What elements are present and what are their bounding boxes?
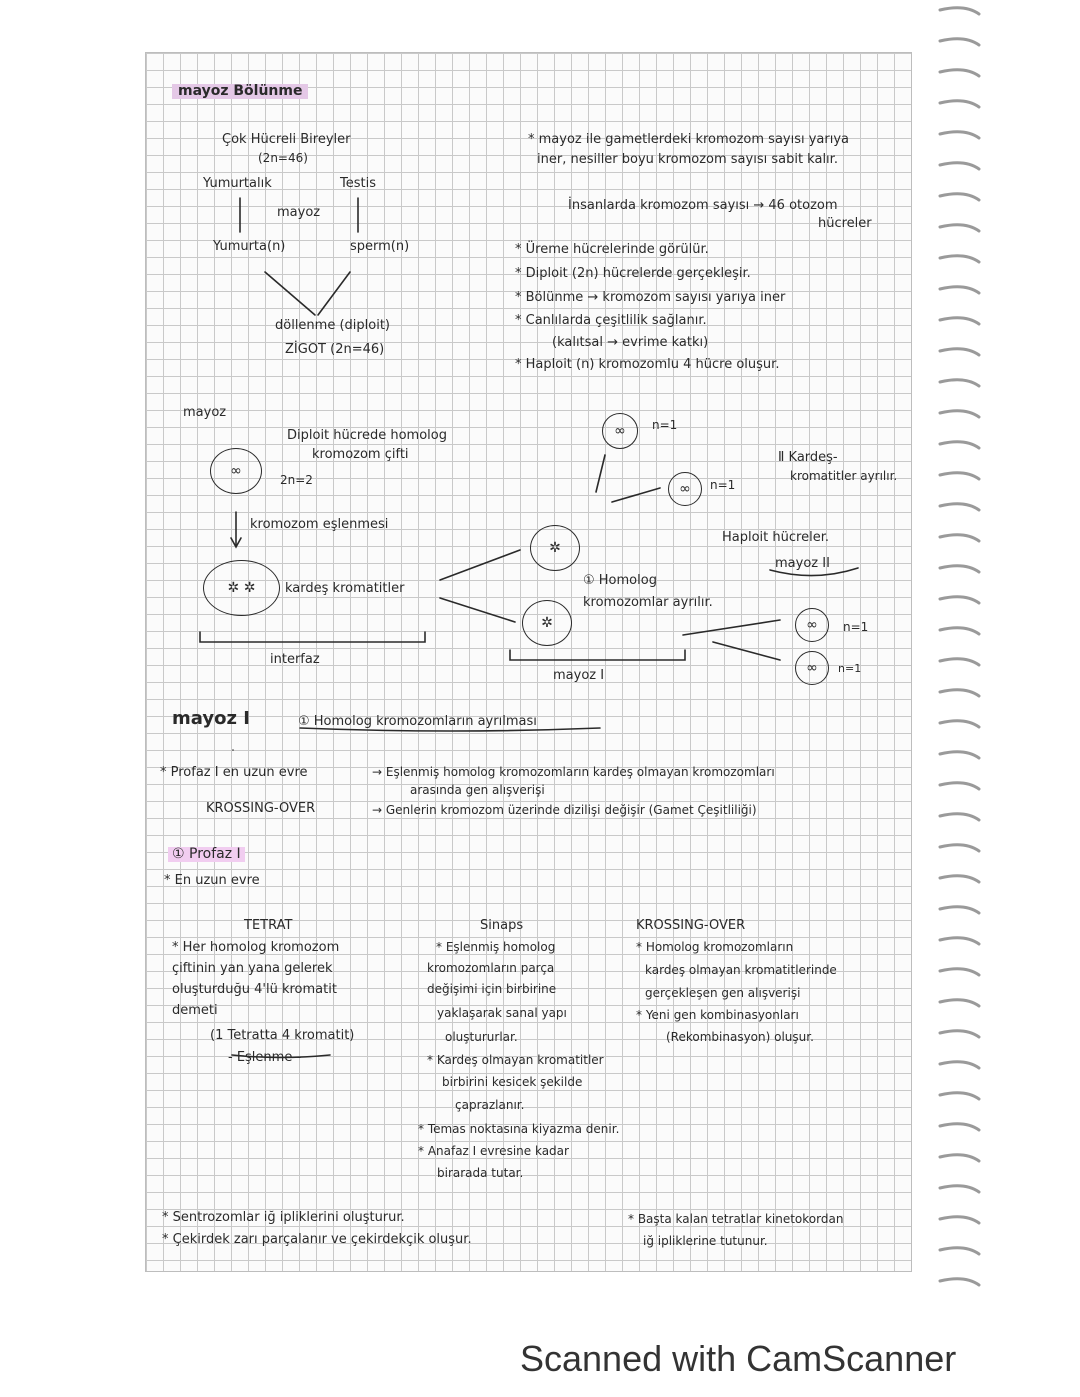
spiral-loop: [940, 597, 979, 603]
human-line-1: İnsanlarda kromozom sayısı → 46 otozom: [568, 198, 838, 213]
haploid-cell-1: ∞: [602, 413, 638, 449]
sinaps-line-2: değişimi için birbirine: [427, 982, 557, 996]
spiral-loop: [940, 690, 979, 696]
spiral-loop: [940, 1155, 979, 1161]
spiral-loop: [940, 1248, 979, 1254]
organisms-label: Çok Hücreli Bireyler: [222, 132, 351, 147]
spiral-loop: [940, 969, 979, 975]
mayoz-label: mayoz: [277, 205, 321, 220]
spiral-loop: [940, 1217, 979, 1223]
n-label-4: n=1: [838, 662, 862, 675]
sperm-label: sperm(n): [350, 239, 410, 254]
krossing-title: KROSSING-OVER: [636, 918, 746, 933]
spiral-loop: [940, 349, 979, 355]
meiosis1-cell-top: ✲: [530, 525, 580, 571]
mayoz2-diagram-label: mayoz II: [775, 556, 830, 571]
spiral-loop: [940, 504, 979, 510]
bullet-4: (kalıtsal → evrime katkı): [552, 335, 709, 350]
sinaps-line-6: birbirini kesicek şekilde: [442, 1075, 583, 1089]
diagram-mayoz-label: mayoz: [183, 405, 227, 420]
sinaps-line-9: * Anafaz I evresine kadar: [418, 1144, 569, 1158]
scanner-watermark: Scanned with CamScanner: [520, 1338, 957, 1379]
spiral-loop: [940, 535, 979, 541]
diploid-text-1: Diploit hücrede homolog: [287, 428, 447, 443]
profaz-heading: ① Profaz I: [168, 847, 245, 862]
sinaps-line-10: birarada tutar.: [437, 1166, 524, 1180]
spiral-loop: [940, 721, 979, 727]
fertilization-label: döllenme (diploit): [275, 318, 390, 333]
spiral-loop: [940, 194, 979, 200]
haploid-cell-3: ∞: [795, 608, 829, 642]
crossing-desc-2: arasında gen alışverişi: [410, 783, 545, 797]
two-n-label: 2n=2: [280, 473, 313, 487]
spiral-loop: [940, 39, 979, 45]
spiral-loop: [940, 287, 979, 293]
spiral-loop: [940, 1031, 979, 1037]
haploid-cell-4: ∞: [795, 651, 829, 685]
sinaps-line-8: * Temas noktasına kiyazma denir.: [418, 1122, 620, 1136]
spiral-loop: [940, 70, 979, 76]
krossing-line-1: kardeş olmayan kromatitlerinde: [645, 963, 837, 977]
page-title: mayoz Bölünme: [172, 84, 308, 99]
tetrat-line-0: * Her homolog kromozom: [172, 940, 340, 955]
n-label-1: n=1: [652, 418, 678, 432]
n-label-2: n=1: [710, 478, 736, 492]
haploid-cell-2: ∞: [668, 472, 702, 506]
tetrat-line-5: - Eşlenme -: [228, 1050, 302, 1065]
bullet-2: * Bölünme → kromozom sayısı yarıya iner: [515, 290, 786, 305]
tetrat-line-4: (1 Tetratta 4 kromatit): [210, 1028, 355, 1043]
krossing-line-0: * Homolog kromozomların: [636, 940, 794, 954]
krossing-line-3: * Yeni gen kombinasyonları: [636, 1008, 799, 1022]
diploid-text-2: kromozom çifti: [312, 447, 409, 462]
crossing-over-label: KROSSING-OVER: [206, 801, 316, 816]
meiosis1-cell-bottom: ✲: [522, 600, 572, 646]
spiral-loop: [940, 318, 979, 324]
homolog-text-2: kromozomlar ayrılır.: [583, 595, 713, 610]
bottom-right-1: * Başta kalan tetratlar kinetokordan: [628, 1212, 844, 1226]
note-line-2: iner, nesiller boyu kromozom sayısı sabit kalır.: [537, 152, 838, 167]
spiral-loop: [940, 1279, 979, 1285]
spiral-loop: [940, 1000, 979, 1006]
spiral-loop: [940, 442, 979, 448]
bullet-0: * Üreme hücrelerinde görülür.: [515, 242, 709, 257]
haploid-cells-label: Haploit hücreler.: [722, 530, 829, 545]
spiral-loop: [940, 256, 979, 262]
bottom-left-1: * Sentrozomlar iğ ipliklerini oluşturur.: [162, 1210, 405, 1225]
tetrat-title: TETRAT: [244, 918, 293, 933]
note-line-1: * mayoz ile gametlerdeki kromozom sayısı yarıya: [528, 132, 850, 147]
bottom-left-2: * Çekirdek zarı parçalanır ve çekirdekçik oluşur.: [162, 1232, 472, 1247]
spiral-loop: [940, 938, 979, 944]
sister-sep-text-1: Ⅱ Kardeş-: [778, 450, 838, 465]
spiral-loop: [940, 814, 979, 820]
tetrat-line-1: çiftinin yan yana gelerek: [172, 961, 333, 976]
sinaps-line-0: * Eşlenmiş homolog: [436, 940, 556, 954]
testis-label: Testis: [340, 176, 376, 191]
sinaps-line-4: oluştururlar.: [445, 1030, 518, 1044]
spiral-loop: [940, 163, 979, 169]
sinaps-title: Sinaps: [480, 918, 524, 933]
spiral-loop: [940, 1124, 979, 1130]
krossing-line-4: (Rekombinasyon) oluşur.: [666, 1030, 814, 1044]
spiral-loop: [940, 752, 979, 758]
interfaz-label: interfaz: [270, 652, 320, 667]
spiral-loop: [940, 876, 979, 882]
spiral-loop: [940, 1093, 979, 1099]
tetrat-line-3: demeti: [172, 1003, 218, 1018]
profaz-longest-text: * Profaz I en uzun evre: [160, 765, 308, 780]
paired-cell: ✲ ✲: [203, 560, 280, 616]
crossing-desc-1: → Eşlenmiş homolog kromozomların kardeş olmayan kromozomları: [372, 765, 775, 779]
spiral-binding: [935, 0, 985, 1300]
spiral-loop: [940, 225, 979, 231]
ovary-label: Yumurtalık: [203, 176, 272, 191]
spiral-loop: [940, 566, 979, 572]
profaz-sub: * En uzun evre: [164, 873, 260, 888]
sinaps-line-5: * Kardeş olmayan kromatitler: [427, 1053, 604, 1067]
spiral-loop: [940, 411, 979, 417]
mayoz1-heading: mayoz I: [172, 708, 250, 729]
bullet-5: * Haploit (n) kromozomlu 4 hücre oluşur.: [515, 357, 780, 372]
chrom-label: (2n=46): [258, 151, 308, 165]
sinaps-line-7: çaprazlanır.: [455, 1098, 525, 1112]
spiral-loop: [940, 1186, 979, 1192]
mayoz1-subheading: ① Homolog kromozomların ayrılması: [298, 714, 537, 729]
sinaps-line-3: yaklaşarak sanal yapı: [437, 1006, 567, 1020]
n-label-3: n=1: [843, 620, 869, 634]
spiral-loop: [940, 380, 979, 386]
pairing-label: kromozom eşlenmesi: [250, 517, 389, 532]
crossing-desc-3: → Genlerin kromozom üzerinde dizilişi değişir (Gamet Çeşitliliği): [372, 803, 757, 817]
spiral-loop: [940, 783, 979, 789]
spiral-loop: [940, 628, 979, 634]
egg-label: Yumurta(n): [213, 239, 286, 254]
bullet-1: * Diploit (2n) hücrelerde gerçekleşir.: [515, 266, 751, 281]
spiral-loop: [940, 845, 979, 851]
zygote-label: ZİGOT (2n=46): [285, 342, 385, 357]
spiral-loop: [940, 907, 979, 913]
diploid-cell: ∞: [210, 448, 262, 494]
spiral-loop: [940, 101, 979, 107]
sinaps-line-1: kromozomların parça: [427, 961, 555, 975]
bullet-3: * Canlılarda çeşitlilik sağlanır.: [515, 313, 707, 328]
human-line-2: hücreler: [818, 216, 872, 231]
homolog-text-1: ① Homolog: [583, 573, 657, 588]
sister-chromatid-label: kardeş kromatitler: [285, 581, 405, 596]
spiral-loop: [940, 659, 979, 665]
bottom-right-2: iğ ipliklerine tutunur.: [643, 1234, 768, 1248]
sister-sep-text-2: kromatitler ayrılır.: [790, 469, 898, 483]
spiral-loop: [940, 132, 979, 138]
spiral-loop: [940, 1062, 979, 1068]
tetrat-line-2: oluşturduğu 4'lü kromatit: [172, 982, 337, 997]
spiral-loop: [940, 473, 979, 479]
spiral-loop: [940, 8, 979, 14]
krossing-line-2: gerçekleşen gen alışverişi: [645, 986, 801, 1000]
mayoz1-diagram-label: mayoz I: [553, 668, 605, 683]
